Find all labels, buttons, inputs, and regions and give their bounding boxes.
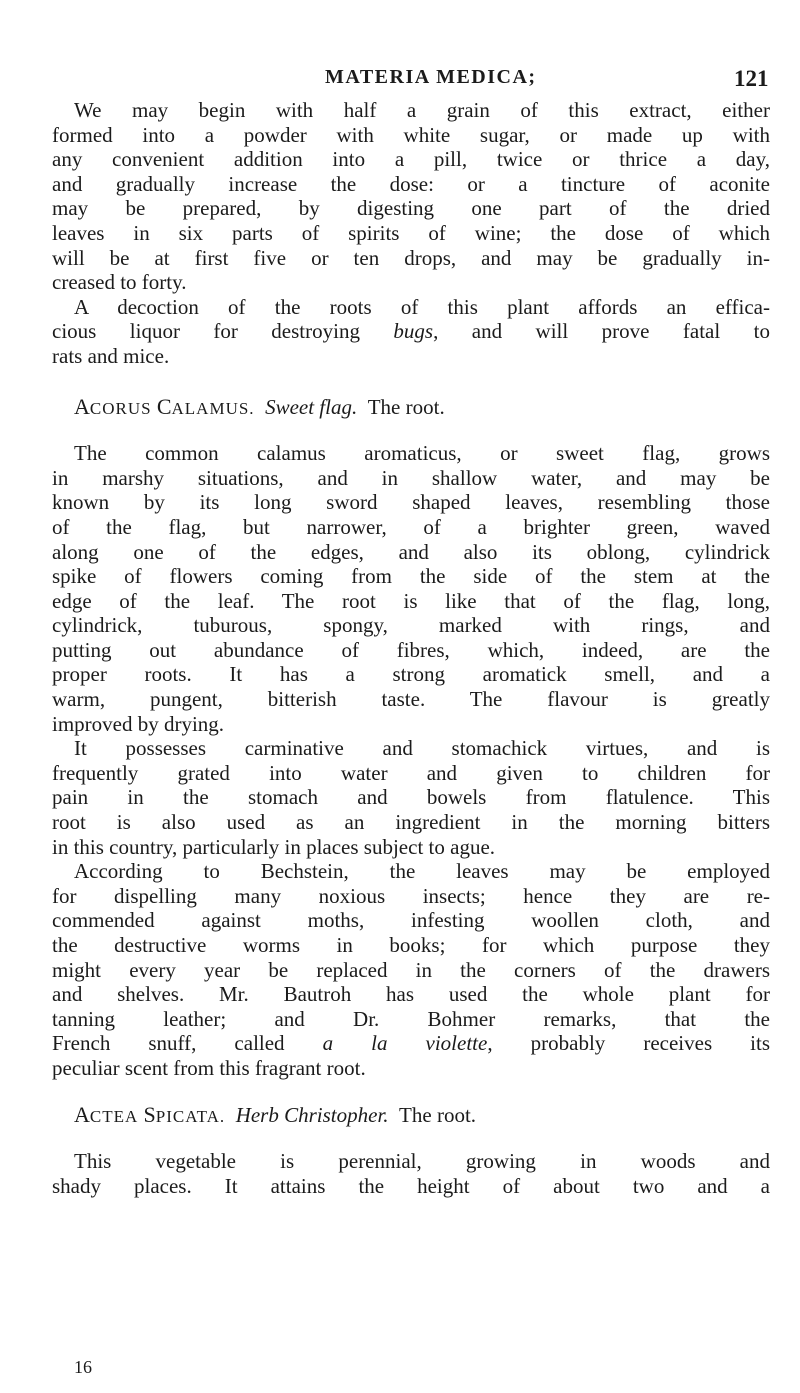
text-line: pain in the stomach and bowels from flatulence. This <box>52 785 770 810</box>
section-spacer <box>52 1081 770 1103</box>
text-line: creased to forty. <box>52 270 187 295</box>
signature-mark: 16 <box>74 1357 92 1377</box>
text-line: According to Bechstein, the leaves may be employed <box>74 859 770 884</box>
plant-part: The root. <box>367 394 445 419</box>
text-line: formed into a powder with white sugar, or made up with <box>52 122 770 147</box>
text-line: rats and mice. <box>52 343 170 368</box>
smallcaps-initial: C <box>156 393 172 419</box>
page-number: 121 <box>734 66 769 91</box>
text-line: improved by drying. <box>52 711 225 736</box>
italic-term-violette: a la violette <box>322 1031 488 1056</box>
plant-part: The root. <box>399 1102 477 1127</box>
text-line: A decoction of the roots of this plant affords an effica- <box>74 294 770 319</box>
text-line: in this country, particularly in places subject to ague. <box>52 834 496 859</box>
text-line: edge of the leaf. The root is like that of the flag, long, <box>52 588 770 613</box>
paragraph-aconite-dosage <box>52 98 770 295</box>
section-spacer <box>52 369 770 395</box>
text-line: spike of flowers coming from the side of the stem at the <box>52 564 770 589</box>
text-line: putting out abundance of fibres, which, indeed, are the <box>52 637 770 662</box>
section-heading-actea-spicata <box>52 1103 770 1128</box>
text-line: warm, pungent, bitterish taste. The flavour is greatly <box>52 687 770 712</box>
running-title: MATERIA MEDICA; <box>325 66 537 88</box>
smallcaps-initial: A <box>74 393 90 419</box>
text-line: along one of the edges, and also its oblong, cylindrick <box>52 539 770 564</box>
text-line: known by its long sword shaped leaves, resembling those <box>52 490 770 515</box>
text-line: shady places. It attains the height of about two and a <box>52 1173 770 1198</box>
text-line: the destructive worms in books; for which purpose they <box>52 933 770 957</box>
text-run: , probably receives its <box>487 1031 770 1056</box>
smallcaps-rest: CORUS <box>89 398 152 418</box>
paragraph-calamus-description <box>52 441 770 736</box>
text-line <box>52 1031 770 1056</box>
smallcaps-initial: S <box>143 1101 156 1127</box>
text-line: and shelves. Mr. Bautroh has used the whole plant for <box>52 982 770 1007</box>
italic-term-bugs: bugs <box>393 319 434 344</box>
common-name: Sweet flag. <box>265 394 358 419</box>
text-line: It possesses carminative and stomachick virtues, and is <box>74 736 770 761</box>
text-run: , and will prove fatal to <box>433 319 770 344</box>
common-name: Herb Christopher. <box>235 1102 389 1127</box>
text-line <box>52 319 770 344</box>
text-line: commended against moths, infesting woollen cloth, and <box>52 908 770 933</box>
text-line: frequently grated into water and given to children for <box>52 760 770 785</box>
paragraph-calamus-uses <box>52 859 770 1080</box>
smallcaps-rest: CTEA <box>89 1106 139 1126</box>
text-line: and gradually increase the dose: or a tincture of aconite <box>52 171 770 196</box>
text-line: We may begin with half a grain of this extract, either <box>74 98 770 122</box>
text-run: cious liquor for destroying <box>52 319 394 344</box>
text-line: will be at first five or ten drops, and may be gradually in- <box>52 245 770 270</box>
text-line: peculiar scent from this fragrant root. <box>52 1055 366 1080</box>
text-line: leaves in six parts of spirits of wine; the dose of which <box>52 220 770 245</box>
text-line: proper roots. It has a strong aromatick smell, and a <box>52 662 770 687</box>
text-line: root is also used as an ingredient in the morning bitters <box>52 810 770 835</box>
text-run: French snuff, called <box>52 1031 323 1056</box>
section-spacer <box>52 419 770 441</box>
text-line: may be prepared, by digesting one part of the dried <box>52 196 770 221</box>
paragraph-calamus-virtues <box>52 736 770 859</box>
text-line: for dispelling many noxious insects; hence they are re- <box>52 883 770 908</box>
section-heading-acorus-calamus <box>52 395 770 420</box>
text-line: might every year be replaced in the corners of the drawers <box>52 957 770 982</box>
smallcaps-rest: ALAMUS. <box>171 398 255 418</box>
text-line: cylindrick, tuburous, spongy, marked with rings, and <box>52 613 770 638</box>
text-line: tanning leather; and Dr. Bohmer remarks, that the <box>52 1006 770 1031</box>
smallcaps-initial: A <box>74 1101 90 1127</box>
text-line: The common calamus aromaticus, or sweet flag, grows <box>74 441 770 466</box>
text-line: This vegetable is perennial, growing in woods and <box>74 1149 770 1174</box>
paragraph-actea-description <box>52 1149 770 1198</box>
body-text <box>52 98 770 1198</box>
text-line: any convenient addition into a pill, twice or thrice a day, <box>52 147 770 172</box>
text-line: of the flag, but narrower, of a brighter green, waved <box>52 514 770 539</box>
smallcaps-rest: PICATA. <box>155 1106 226 1126</box>
paragraph-decoction <box>52 295 770 369</box>
section-spacer <box>52 1127 770 1149</box>
text-line: in marshy situations, and in shallow water, and may be <box>52 465 770 490</box>
